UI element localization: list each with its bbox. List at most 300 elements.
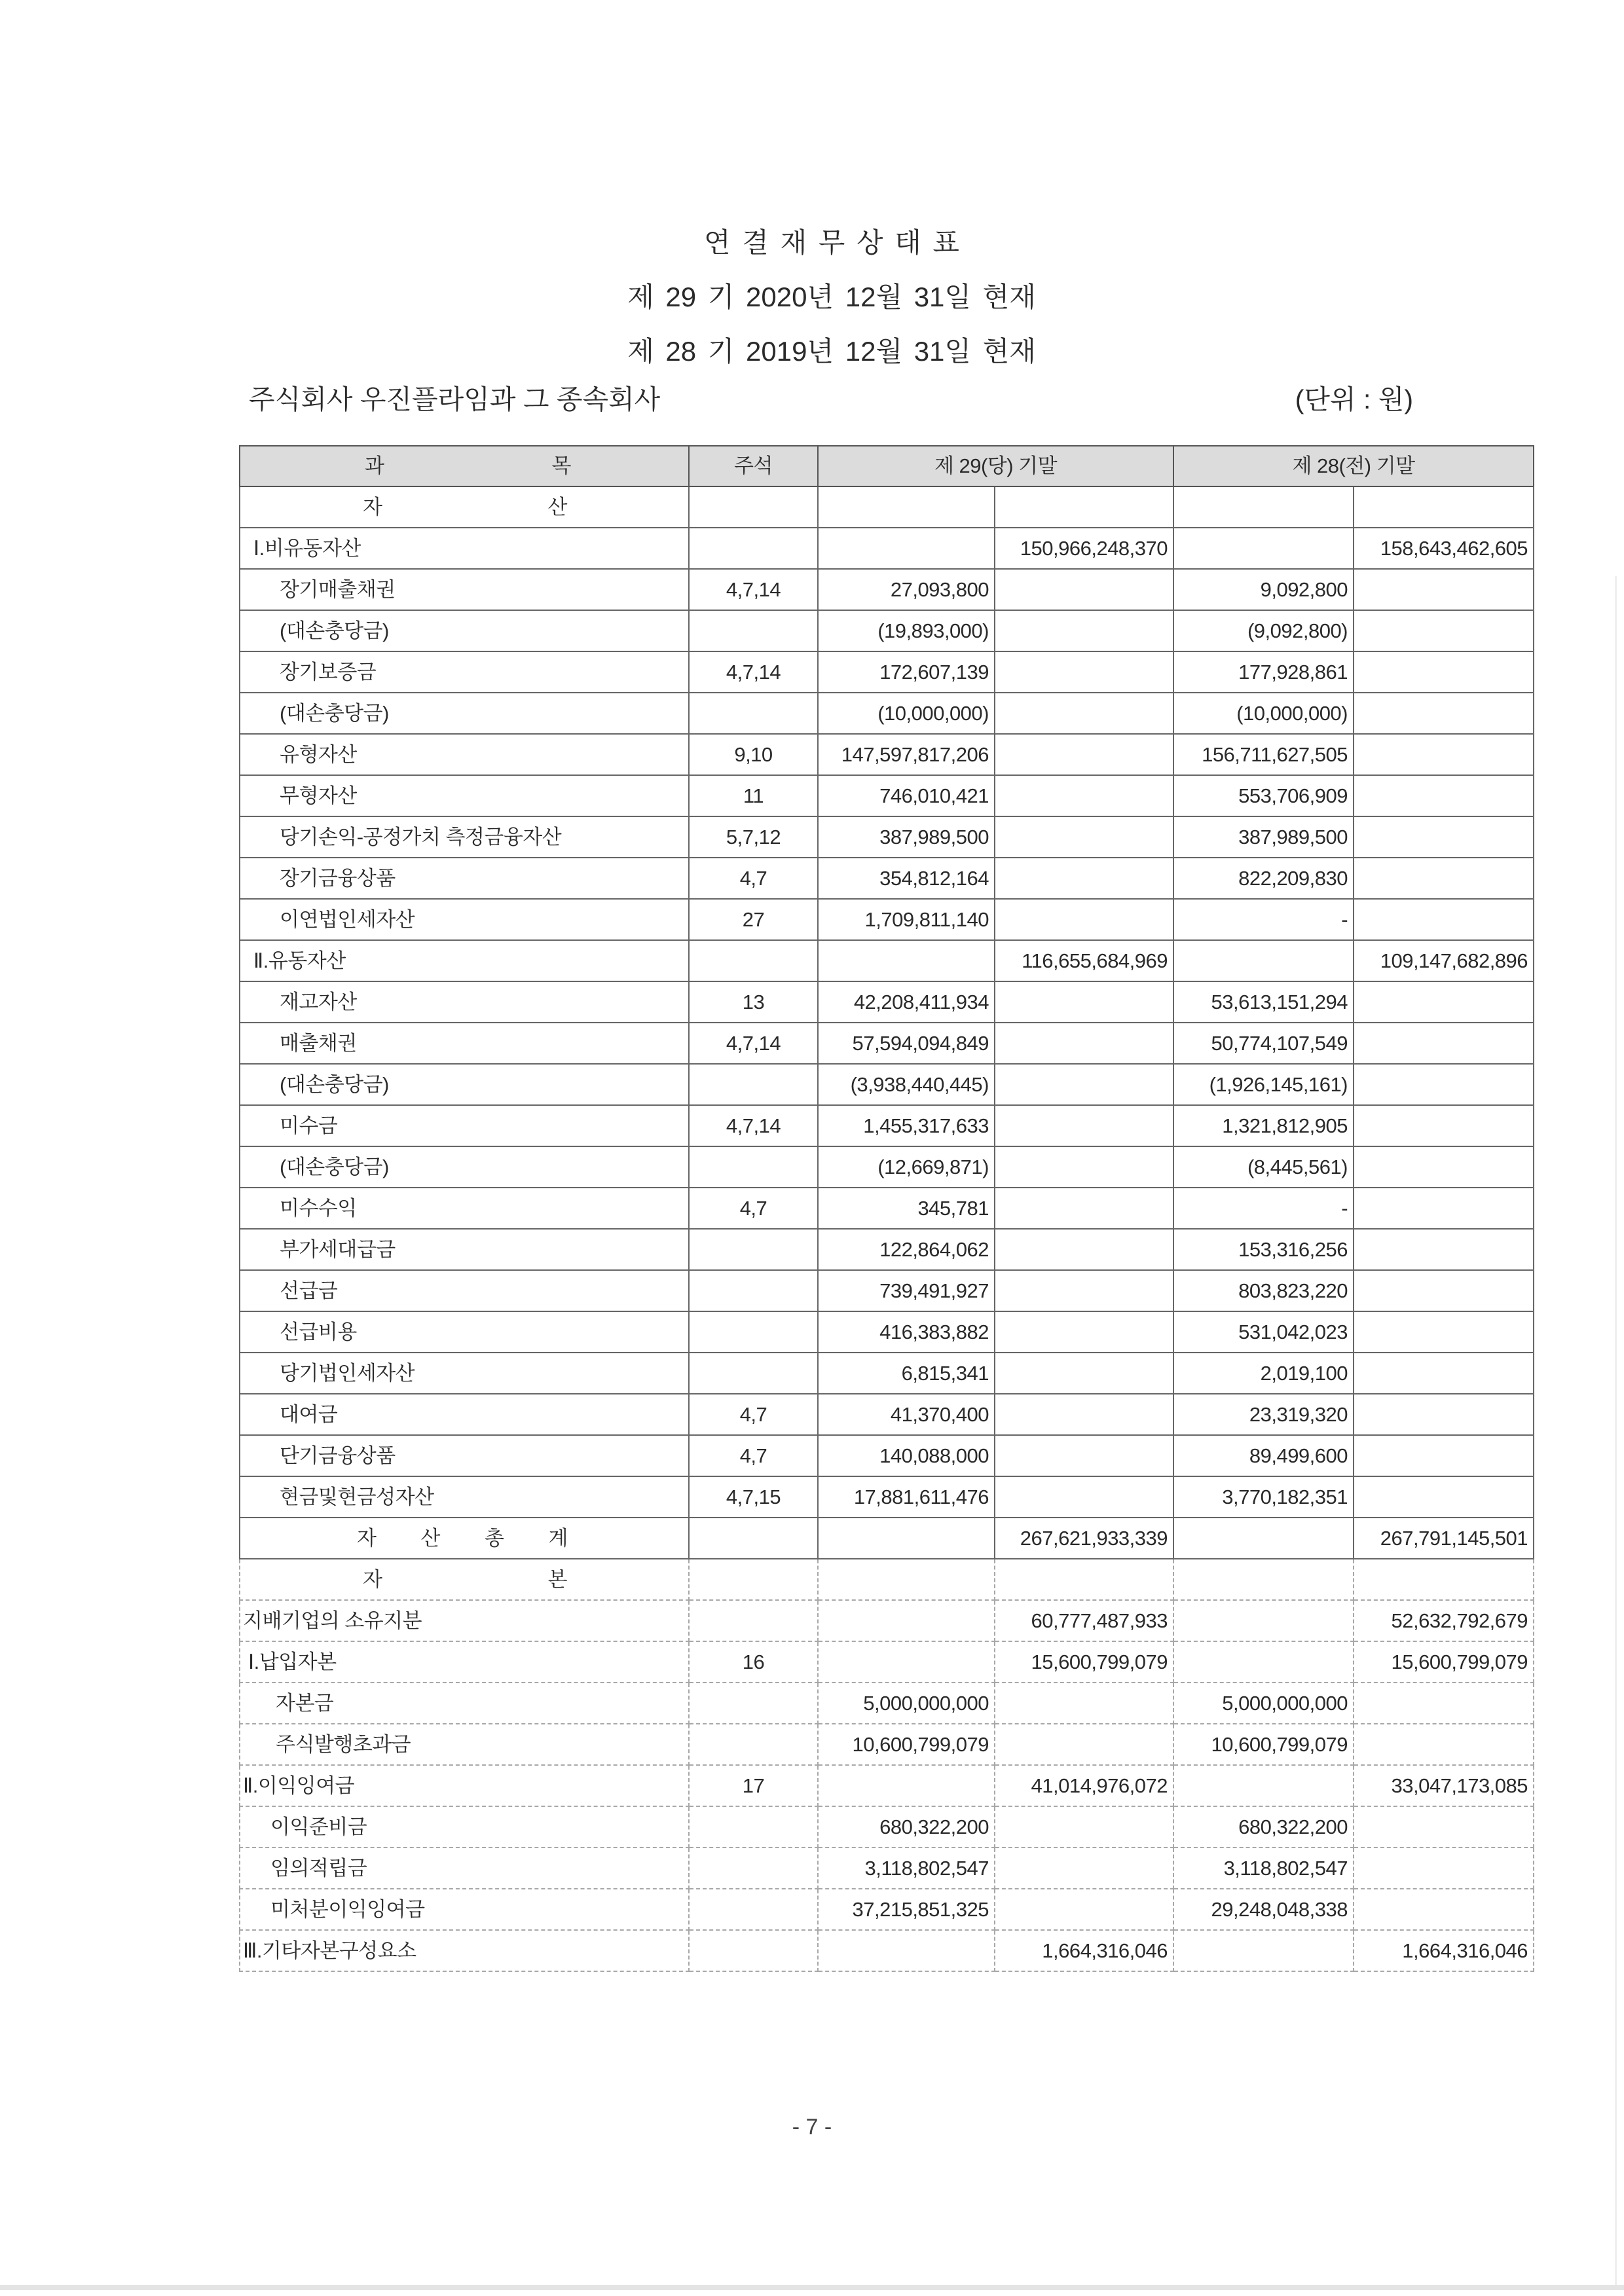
current-period-column-header: 제 29(당) 기말: [818, 446, 1173, 486]
note-ref-cell: [689, 610, 818, 651]
current-total-amount-cell: [995, 693, 1173, 734]
prior-detail-amount: 10,600,799,079: [1211, 1732, 1348, 1756]
prior-detail-amount-cell: [1173, 1105, 1354, 1146]
current-total-amount-cell: [995, 981, 1173, 1023]
note-ref-cell: [689, 651, 818, 693]
current-total-amount-cell: [995, 1311, 1173, 1353]
account-name-cell: [240, 1435, 689, 1476]
note-ref-cell: [689, 899, 818, 940]
prior-total-amount-cell: [1354, 1559, 1534, 1600]
prior-detail-amount-cell: [1173, 1064, 1354, 1105]
prior-total-amount-cell: [1354, 528, 1534, 569]
prior-detail-amount: (8,445,561): [1247, 1155, 1348, 1178]
prior-detail-amount-cell: [1173, 1683, 1354, 1724]
current-total-amount-cell: [995, 1641, 1173, 1683]
current-detail-amount: 6,815,341: [901, 1361, 989, 1385]
current-detail-amount-cell: [818, 1848, 995, 1889]
prior-total-amount-cell: [1354, 693, 1534, 734]
statement-title: 연 결 재 무 상 태 표: [703, 227, 960, 258]
prior-detail-amount-cell: [1173, 1600, 1354, 1641]
current-detail-amount: 5,000,000,000: [863, 1691, 989, 1715]
header-row: [240, 446, 1534, 486]
account-name-cell: [240, 1724, 689, 1765]
prior-detail-amount-cell: [1173, 816, 1354, 858]
table-body: [240, 486, 1534, 1971]
prior-total-amount-cell: [1354, 899, 1534, 940]
current-detail-amount-cell: [818, 1146, 995, 1188]
current-detail-amount-cell: [818, 858, 995, 899]
account-name: 선급비용: [280, 1320, 357, 1343]
account-name-cell: [240, 528, 689, 569]
prior-detail-amount-cell: [1173, 651, 1354, 693]
prior-total-amount-cell: [1354, 1518, 1534, 1559]
account-name-cell: [240, 1229, 689, 1270]
prior-total-amount-cell: [1354, 981, 1534, 1023]
table-row: [240, 734, 1534, 775]
current-total-amount-cell: [995, 1394, 1173, 1435]
prior-detail-amount: 53,613,151,294: [1211, 990, 1348, 1013]
current-total-amount: 1,664,316,046: [1042, 1939, 1168, 1962]
note-ref-cell: [689, 775, 818, 816]
prior-detail-amount: 29,248,048,338: [1211, 1897, 1348, 1921]
note-ref-cell: [689, 1806, 818, 1848]
current-total-amount-cell: [995, 1064, 1173, 1105]
note-ref-cell: [689, 1229, 818, 1270]
table-row: [240, 1023, 1534, 1064]
current-detail-amount-cell: [818, 899, 995, 940]
prior-total-amount-cell: [1354, 1889, 1534, 1930]
prior-detail-amount: (9,092,800): [1247, 619, 1348, 642]
account-name-cell: [240, 734, 689, 775]
current-detail-amount: 387,989,500: [879, 825, 989, 848]
current-total-amount-cell: [995, 1559, 1173, 1600]
account-name: 자 산 총 계: [357, 1526, 568, 1550]
table-row: [240, 1765, 1534, 1806]
account-name-cell: [240, 1311, 689, 1353]
current-detail-amount-cell: [818, 734, 995, 775]
prior-detail-amount: 153,316,256: [1238, 1237, 1348, 1261]
current-total-amount-cell: [995, 1724, 1173, 1765]
prior-total-amount-cell: [1354, 1641, 1534, 1683]
current-detail-amount-cell: [818, 1023, 995, 1064]
note-ref-cell: [689, 1848, 818, 1889]
account-name: 당기법인세자산: [280, 1361, 415, 1385]
prior-detail-amount: 3,118,802,547: [1223, 1856, 1348, 1880]
prior-total-amount: 267,791,145,501: [1380, 1526, 1528, 1550]
account-name-cell: [240, 1353, 689, 1394]
note-column-header: 주석: [689, 446, 818, 486]
prior-total-amount-cell: [1354, 940, 1534, 981]
prior-detail-amount-cell: [1173, 1353, 1354, 1394]
prior-detail-amount: 822,209,830: [1238, 866, 1348, 890]
current-total-amount: 15,600,799,079: [1031, 1650, 1168, 1673]
current-total-amount-cell: [995, 610, 1173, 651]
prior-total-amount-cell: [1354, 1848, 1534, 1889]
current-detail-amount: 354,812,164: [879, 866, 989, 890]
table-row: [240, 1188, 1534, 1229]
current-total-amount-cell: [995, 1229, 1173, 1270]
current-detail-amount-cell: [818, 1930, 995, 1971]
current-detail-amount: 122,864,062: [879, 1237, 989, 1261]
note-ref-cell: [689, 569, 818, 610]
table-row: [240, 610, 1534, 651]
account-name: 주식발행초과금: [276, 1732, 411, 1756]
prior-total-amount: 1,664,316,046: [1402, 1939, 1528, 1962]
current-total-amount-cell: [995, 486, 1173, 528]
account-name-cell: [240, 1518, 689, 1559]
table-row: [240, 1064, 1534, 1105]
note-ref: 9,10: [734, 742, 773, 766]
prior-detail-amount-cell: [1173, 1023, 1354, 1064]
account-name-cell: [240, 1105, 689, 1146]
note-ref-cell: [689, 981, 818, 1023]
table-row: [240, 1559, 1534, 1600]
table-row: [240, 1724, 1534, 1765]
current-detail-amount-cell: [818, 1270, 995, 1311]
current-total-amount-cell: [995, 816, 1173, 858]
prior-total-amount-cell: [1354, 1146, 1534, 1188]
current-total-amount-cell: [995, 1270, 1173, 1311]
account-name-cell: [240, 1146, 689, 1188]
current-detail-amount: 42,208,411,934: [853, 990, 989, 1013]
current-total-amount-cell: [995, 1023, 1173, 1064]
account-name-cell: [240, 981, 689, 1023]
prior-detail-amount-cell: [1173, 1765, 1354, 1806]
table-row: [240, 1353, 1534, 1394]
current-detail-amount-cell: [818, 1476, 995, 1518]
current-detail-amount: 3,118,802,547: [864, 1856, 989, 1880]
account-name: 자본금: [276, 1691, 334, 1715]
current-total-amount: 267,621,933,339: [1020, 1526, 1168, 1550]
account-name: 무형자산: [280, 784, 357, 807]
note-ref: 4,7: [739, 1402, 767, 1426]
table-row: [240, 1889, 1534, 1930]
current-total-amount-cell: [995, 1353, 1173, 1394]
account-name: 이익준비금: [270, 1815, 367, 1838]
account-name: (대손충당금): [280, 1072, 389, 1096]
prior-detail-amount-cell: [1173, 693, 1354, 734]
account-name: 매출채권: [280, 1031, 357, 1055]
scan-edge-right: [1615, 576, 1617, 2285]
account-name: Ⅰ.납입자본: [248, 1650, 337, 1673]
current-total-amount-cell: [995, 1518, 1173, 1559]
prior-total-amount-cell: [1354, 1188, 1534, 1229]
current-total-amount-cell: [995, 1806, 1173, 1848]
table-row: [240, 1518, 1534, 1559]
prior-total-amount-cell: [1354, 1435, 1534, 1476]
table-row: [240, 899, 1534, 940]
account-name: 자 본: [363, 1567, 567, 1591]
prior-detail-amount-cell: [1173, 940, 1354, 981]
account-name: 지배기업의 소유지분: [243, 1609, 422, 1632]
current-total-amount-cell: [995, 940, 1173, 981]
current-detail-amount-cell: [818, 1641, 995, 1683]
prior-detail-amount-cell: [1173, 1476, 1354, 1518]
note-ref-cell: [689, 1435, 818, 1476]
prior-total-amount-cell: [1354, 1930, 1534, 1971]
note-ref-cell: [689, 1765, 818, 1806]
current-detail-amount-cell: [818, 1394, 995, 1435]
current-detail-amount-cell: [818, 1105, 995, 1146]
account-name-cell: [240, 1641, 689, 1683]
table-row: [240, 1848, 1534, 1889]
account-name-cell: [240, 899, 689, 940]
prior-detail-amount-cell: [1173, 1229, 1354, 1270]
table-row: [240, 981, 1534, 1023]
note-ref: 17: [742, 1774, 765, 1797]
note-ref-cell: [689, 1930, 818, 1971]
current-detail-amount: (12,669,871): [877, 1155, 989, 1178]
account-name: 임의적립금: [270, 1856, 367, 1880]
note-ref: 4,7,14: [726, 660, 781, 683]
prior-total-amount-cell: [1354, 816, 1534, 858]
account-name: 미수수익: [280, 1196, 357, 1220]
table-row: [240, 1311, 1534, 1353]
current-total-amount: 41,014,976,072: [1031, 1774, 1168, 1797]
account-name-cell: [240, 1889, 689, 1930]
note-ref: 4,7: [739, 1444, 767, 1467]
note-ref-cell: [689, 734, 818, 775]
account-name-cell: [240, 858, 689, 899]
account-name-cell: [240, 1559, 689, 1600]
account-name-cell: [240, 1930, 689, 1971]
current-total-amount-cell: [995, 1930, 1173, 1971]
note-ref-cell: [689, 1559, 818, 1600]
account-name-cell: [240, 651, 689, 693]
prior-detail-amount: 156,711,627,505: [1202, 742, 1348, 766]
current-detail-amount: 172,607,139: [879, 660, 989, 683]
current-total-amount-cell: [995, 899, 1173, 940]
note-ref-cell: [689, 1683, 818, 1724]
page-number: - 7 -: [792, 2115, 832, 2140]
table-row: [240, 569, 1534, 610]
current-total-amount: 116,655,684,969: [1022, 949, 1168, 972]
prior-total-amount-cell: [1354, 775, 1534, 816]
note-ref-cell: [689, 1394, 818, 1435]
prior-detail-amount-cell: [1173, 1435, 1354, 1476]
account-name: 자 산: [363, 495, 567, 519]
prior-detail-amount-cell: [1173, 569, 1354, 610]
current-period-line: 제 29 기 2020년 12월 31일 현재: [627, 282, 1036, 312]
current-detail-amount-cell: [818, 1724, 995, 1765]
prior-total-amount-cell: [1354, 1229, 1534, 1270]
table-row: [240, 1146, 1534, 1188]
account-name-cell: [240, 816, 689, 858]
prior-detail-amount-cell: [1173, 1270, 1354, 1311]
currency-unit: (단위 : 원): [1295, 384, 1413, 414]
note-ref-cell: [689, 1889, 818, 1930]
note-ref: 4,7,14: [726, 1114, 781, 1137]
current-detail-amount-cell: [818, 486, 995, 528]
prior-period-line: 제 28 기 2019년 12월 31일 현재: [627, 336, 1036, 367]
table-row: [240, 1641, 1534, 1683]
prior-detail-amount-cell: [1173, 1889, 1354, 1930]
note-ref-cell: [689, 1064, 818, 1105]
account-name: 당기손익-공정가치 측정금융자산: [280, 825, 562, 848]
prior-total-amount-cell: [1354, 1064, 1534, 1105]
current-detail-amount-cell: [818, 981, 995, 1023]
note-ref-cell: [689, 1641, 818, 1683]
note-ref-cell: [689, 1600, 818, 1641]
current-detail-amount: (10,000,000): [877, 701, 989, 725]
current-detail-amount-cell: [818, 1518, 995, 1559]
prior-detail-amount: (10,000,000): [1236, 701, 1348, 725]
prior-detail-amount: -: [1341, 907, 1348, 931]
prior-period-column-header: 제 28(전) 기말: [1173, 446, 1534, 486]
prior-total-amount: 52,632,792,679: [1391, 1609, 1528, 1632]
current-detail-amount-cell: [818, 1683, 995, 1724]
current-detail-amount: 147,597,817,206: [841, 742, 989, 766]
note-ref-cell: [689, 858, 818, 899]
scan-edge-bottom: [0, 2285, 1624, 2290]
table-row: [240, 528, 1534, 569]
account-name: 이연법인세자산: [280, 907, 415, 931]
table-row: [240, 858, 1534, 899]
current-detail-amount-cell: [818, 940, 995, 981]
current-total-amount-cell: [995, 1188, 1173, 1229]
current-total-amount-cell: [995, 1105, 1173, 1146]
account-name: Ⅰ.비유동자산: [253, 536, 361, 560]
current-detail-amount-cell: [818, 1559, 995, 1600]
account-name: (대손충당금): [280, 619, 389, 642]
prior-detail-amount: 23,319,320: [1249, 1402, 1348, 1426]
current-detail-amount-cell: [818, 1600, 995, 1641]
prior-total-amount-cell: [1354, 1270, 1534, 1311]
prior-detail-amount-cell: [1173, 1848, 1354, 1889]
current-detail-amount-cell: [818, 1765, 995, 1806]
table-row: [240, 1683, 1534, 1724]
account-name-cell: [240, 1188, 689, 1229]
note-ref: 4,7: [739, 1196, 767, 1220]
table-row: [240, 1600, 1534, 1641]
current-detail-amount: 37,215,851,325: [852, 1897, 989, 1921]
prior-detail-amount: 50,774,107,549: [1211, 1031, 1348, 1055]
current-detail-amount-cell: [818, 1806, 995, 1848]
prior-detail-amount: 5,000,000,000: [1222, 1691, 1348, 1715]
prior-detail-amount-cell: [1173, 1724, 1354, 1765]
account-name: (대손충당금): [280, 701, 389, 725]
prior-detail-amount-cell: [1173, 528, 1354, 569]
prior-detail-amount: 387,989,500: [1238, 825, 1348, 848]
table-row: [240, 1476, 1534, 1518]
note-ref: 4,7,15: [726, 1485, 781, 1508]
prior-total-amount-cell: [1354, 734, 1534, 775]
account-column-label: 과 목: [365, 454, 571, 477]
current-detail-amount-cell: [818, 1435, 995, 1476]
current-detail-amount: 739,491,927: [879, 1279, 989, 1302]
current-detail-amount: 1,709,811,140: [864, 907, 989, 931]
note-ref: 4,7,14: [726, 1031, 781, 1055]
current-total-amount-cell: [995, 775, 1173, 816]
note-ref-cell: [689, 1023, 818, 1064]
table-row: [240, 1105, 1534, 1146]
account-name-cell: [240, 1765, 689, 1806]
current-detail-amount-cell: [818, 1353, 995, 1394]
prior-detail-amount: (1,926,145,161): [1209, 1072, 1348, 1096]
note-ref-cell: [689, 1353, 818, 1394]
account-name: 단기금융상품: [280, 1444, 396, 1467]
prior-detail-amount: 680,322,200: [1238, 1815, 1348, 1838]
prior-detail-amount-cell: [1173, 610, 1354, 651]
prior-detail-amount-cell: [1173, 1559, 1354, 1600]
prior-detail-amount: 2,019,100: [1260, 1361, 1348, 1385]
current-detail-amount-cell: [818, 816, 995, 858]
account-name-cell: [240, 1023, 689, 1064]
account-name-cell: [240, 1270, 689, 1311]
current-total-amount-cell: [995, 1683, 1173, 1724]
prior-total-amount-cell: [1354, 1683, 1534, 1724]
table-header: [240, 446, 1534, 486]
account-name: 재고자산: [280, 990, 357, 1013]
account-name: Ⅱ.이익잉여금: [243, 1774, 355, 1797]
table-row: [240, 693, 1534, 734]
account-name: (대손충당금): [280, 1155, 389, 1178]
prior-total-amount-cell: [1354, 1806, 1534, 1848]
current-total-amount-cell: [995, 1889, 1173, 1930]
prior-total-amount-cell: [1354, 1724, 1534, 1765]
current-total-amount: 60,777,487,933: [1031, 1609, 1168, 1632]
account-name-cell: [240, 1683, 689, 1724]
prior-detail-amount: 3,770,182,351: [1222, 1485, 1348, 1508]
account-name: 대여금: [280, 1402, 338, 1426]
current-detail-amount: 27,093,800: [890, 577, 989, 601]
note-ref-cell: [689, 1518, 818, 1559]
table-row: [240, 486, 1534, 528]
account-name: Ⅱ.유동자산: [253, 949, 346, 972]
note-ref: 13: [742, 990, 765, 1013]
prior-total-amount-cell: [1354, 1353, 1534, 1394]
current-total-amount-cell: [995, 1600, 1173, 1641]
prior-detail-amount-cell: [1173, 1806, 1354, 1848]
current-total-amount-cell: [995, 1435, 1173, 1476]
prior-detail-amount: 531,042,023: [1238, 1320, 1348, 1343]
current-detail-amount-cell: [818, 610, 995, 651]
prior-detail-amount-cell: [1173, 899, 1354, 940]
prior-detail-amount: 177,928,861: [1238, 660, 1348, 683]
current-detail-amount-cell: [818, 693, 995, 734]
balance-sheet-table: [239, 445, 1534, 1972]
table-row: [240, 1435, 1534, 1476]
prior-total-amount-cell: [1354, 1311, 1534, 1353]
prior-total-amount-cell: [1354, 1476, 1534, 1518]
current-detail-amount-cell: [818, 569, 995, 610]
current-detail-amount: 746,010,421: [879, 784, 989, 807]
note-ref-cell: [689, 940, 818, 981]
prior-total-amount-cell: [1354, 569, 1534, 610]
prior-total-amount-cell: [1354, 610, 1534, 651]
prior-detail-amount: 1,321,812,905: [1222, 1114, 1348, 1137]
note-ref: 11: [743, 784, 764, 807]
prior-detail-amount: -: [1341, 1196, 1348, 1220]
table-row: [240, 1270, 1534, 1311]
note-ref-cell: [689, 1146, 818, 1188]
account-name-cell: [240, 486, 689, 528]
prior-detail-amount: 89,499,600: [1249, 1444, 1348, 1467]
current-detail-amount-cell: [818, 651, 995, 693]
current-detail-amount-cell: [818, 775, 995, 816]
current-detail-amount-cell: [818, 1188, 995, 1229]
note-ref-cell: [689, 1476, 818, 1518]
prior-detail-amount-cell: [1173, 1641, 1354, 1683]
current-detail-amount: 57,594,094,849: [852, 1031, 989, 1055]
current-detail-amount-cell: [818, 1311, 995, 1353]
prior-total-amount-cell: [1354, 1105, 1534, 1146]
note-ref-cell: [689, 693, 818, 734]
table-row: [240, 1394, 1534, 1435]
prior-detail-amount: 9,092,800: [1260, 577, 1348, 601]
note-ref-cell: [689, 528, 818, 569]
prior-total-amount: 33,047,173,085: [1391, 1774, 1528, 1797]
